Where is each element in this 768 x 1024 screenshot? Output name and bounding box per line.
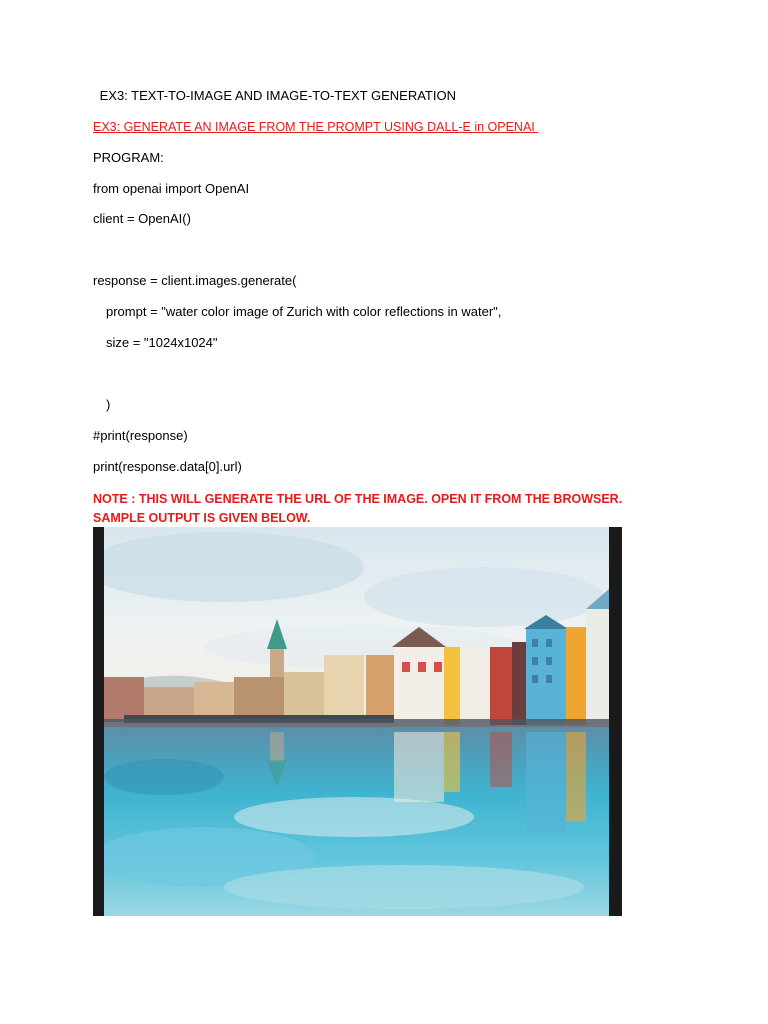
code-line-size: size = "1024x1024" (106, 335, 218, 350)
code-line-prompt: prompt = "water color image of Zurich with color reflections in water", (106, 304, 502, 319)
section-heading: EX3: GENERATE AN IMAGE FROM THE PROMPT USING DALL-E in OPENAI (93, 120, 539, 134)
code-line-client: client = OpenAI() (93, 211, 191, 226)
page-title: EX3: TEXT-TO-IMAGE AND IMAGE-TO-TEXT GENERATION (96, 88, 456, 103)
program-label: PROGRAM: (93, 150, 164, 165)
sample-output-image (93, 527, 622, 916)
code-line-response: response = client.images.generate( (93, 273, 297, 288)
note-text: NOTE : THIS WILL GENERATE THE URL OF THE IMAGE. OPEN IT FROM THE BROWSER. SAMPLE OUTPUT IS GIVEN BELOW. (93, 492, 623, 525)
zurich-watercolor-illustration (104, 527, 609, 916)
code-line-import: from openai import OpenAI (93, 181, 250, 196)
code-line-comment: #print(response) (93, 428, 188, 443)
code-line-close-paren: ) (106, 397, 111, 412)
code-line-print: print(response.data[0].url) (93, 459, 242, 474)
